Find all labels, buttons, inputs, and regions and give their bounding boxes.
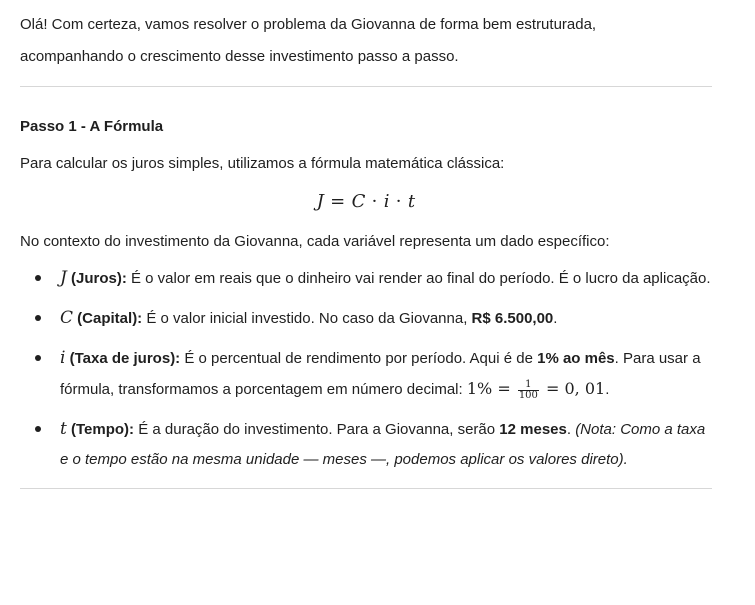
list-item-juros bbox=[20, 263, 712, 294]
formula bbox=[20, 174, 712, 214]
var-text-2: . bbox=[566, 421, 576, 438]
formula-dot-2: · bbox=[389, 191, 408, 212]
var-note: (Nota: Como a taxa e o tempo estão na mesma unidade — meses —, podemos aplicar os valores direto). bbox=[60, 421, 706, 468]
list-item-capital bbox=[20, 303, 712, 334]
response-content bbox=[20, 0, 712, 489]
formula-intro: Para calcular os juros simples, utilizamos a fórmula matemática clássica: bbox=[20, 155, 505, 172]
var-symbol: C bbox=[60, 308, 74, 328]
var-label: (Capital): bbox=[73, 310, 143, 327]
var-text: É o valor inicial investido. No caso da Giovanna, bbox=[142, 310, 472, 327]
fraction-denominator: 100 bbox=[518, 389, 538, 401]
var-symbol: i bbox=[60, 348, 66, 368]
formula-equals: = bbox=[324, 191, 352, 212]
var-value: 1% ao mês bbox=[537, 350, 615, 367]
var-symbol: J bbox=[60, 268, 67, 288]
context-paragraph: No contexto do investimento da Giovanna, cada variável representa um dado específico: bbox=[20, 233, 610, 250]
formula-t: t bbox=[407, 191, 416, 212]
intro-line-1: Olá! Com certeza, vamos resolver o problema da Giovanna de forma bem estruturada, bbox=[20, 16, 597, 33]
var-value: R$ 6.500,00 bbox=[471, 310, 554, 327]
var-label: (Taxa de juros): bbox=[65, 350, 181, 367]
var-text: É a duração do investimento. Para a Giovanna, serão bbox=[134, 421, 500, 438]
variable-list bbox=[20, 252, 712, 475]
var-label: (Tempo): bbox=[66, 421, 135, 438]
var-symbol: t bbox=[60, 419, 67, 439]
formula-C: C bbox=[351, 191, 366, 212]
var-value: 12 meses bbox=[499, 421, 567, 438]
math-percent: 1% = bbox=[466, 379, 516, 398]
var-end: . bbox=[605, 381, 610, 398]
math-decimal: = 0, 01 bbox=[540, 379, 606, 398]
section-divider-bottom bbox=[20, 488, 712, 489]
fraction bbox=[518, 380, 539, 401]
var-text: É o percentual de rendimento por período. Aqui é de bbox=[180, 350, 538, 367]
list-item-taxa bbox=[20, 343, 712, 405]
intro-line-2: acompanhando o crescimento desse investimento passo a passo. bbox=[20, 48, 459, 65]
var-text: É o valor em reais que o dinheiro vai render ao final do período. É o lucro da aplicação. bbox=[126, 270, 711, 287]
formula-i: i bbox=[383, 191, 390, 212]
var-text-2: . Para usar a fórmula, transformamos a porcentagem em número decimal: bbox=[60, 350, 701, 398]
var-label: (Juros): bbox=[66, 270, 127, 287]
section-title: Passo 1 - A Fórmula bbox=[20, 118, 164, 135]
formula-dot-1: · bbox=[365, 191, 384, 212]
var-end: . bbox=[553, 310, 558, 327]
formula-J: J bbox=[316, 191, 325, 212]
intro-paragraph bbox=[20, 0, 712, 73]
list-item-tempo bbox=[20, 414, 712, 475]
fraction-numerator: 1 bbox=[518, 380, 539, 391]
